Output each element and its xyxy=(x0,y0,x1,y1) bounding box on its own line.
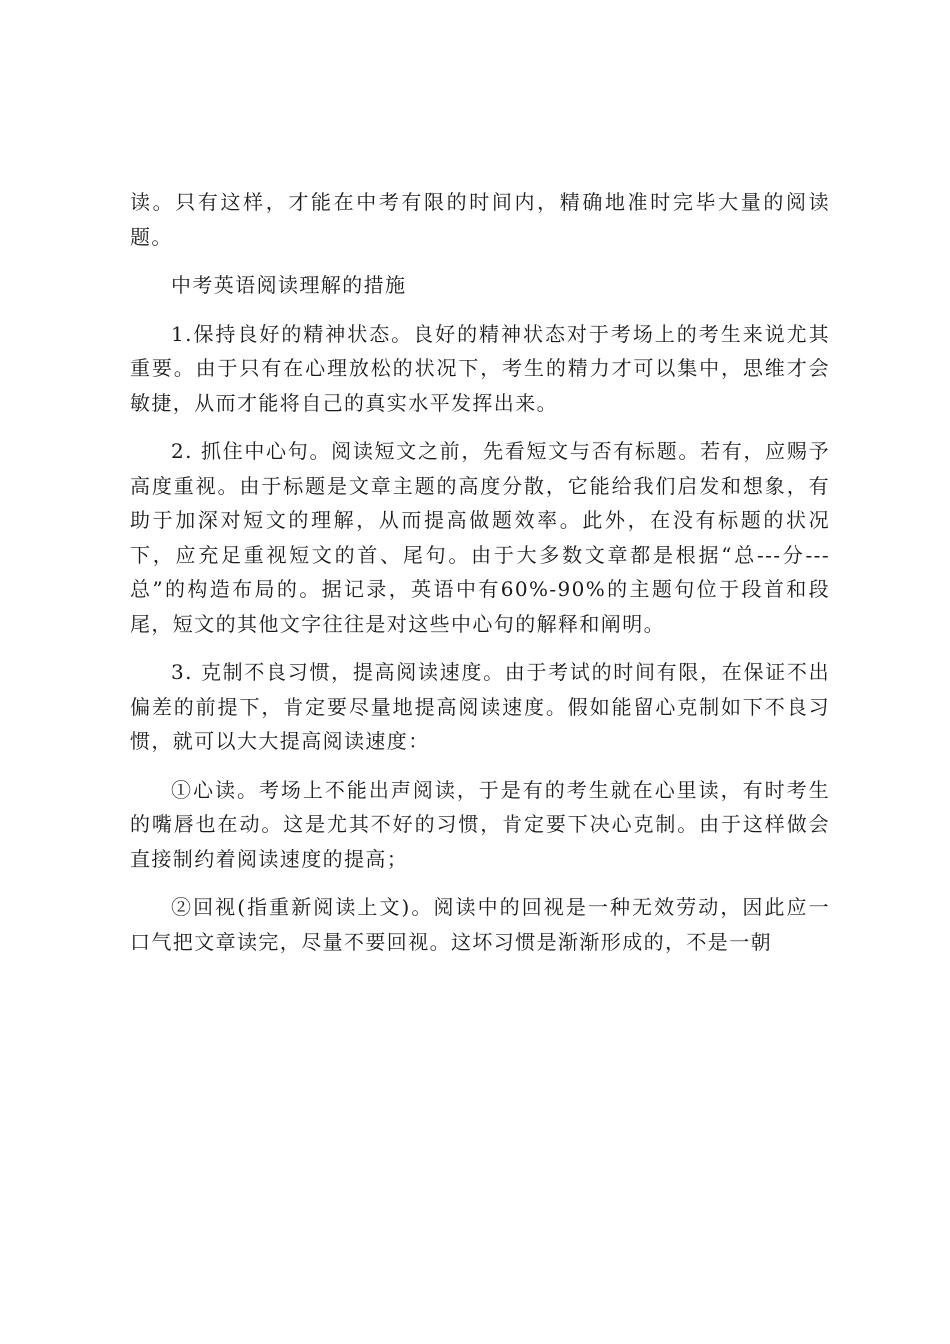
paragraph-3-item-2: ②回视(指重新阅读上文)。阅读中的回视是一种无效劳动，因此应一口气把文章读完，尽量不要回视。这坏习惯是渐渐形成的，不是一朝 xyxy=(130,895,830,954)
paragraph-1: 1.保持良好的精神状态。良好的精神状态对于考场上的考生来说尤其重要。由于只有在心理放松的状况下，考生的精力才可以集中，思维才会敏捷，从而才能将自己的真实水平发挥出来。 xyxy=(130,321,830,415)
paragraph-3-item-1: ①心读。考场上不能出声阅读，于是有的考生就在心里读，有时考生的嘴唇也在动。这是尤其不好的习惯，肯定要下决心克制。由于这样做会直接制约着阅读速度的提高； xyxy=(130,777,830,871)
document-body xyxy=(130,185,830,973)
paragraph-2: 2. 抓住中心句。阅读短文之前，先看短文与否有标题。若有，应赐予高度重视。由于标题是文章主题的高度分散，它能给我们启发和想象，有助于加深对短文的理解，从而提高做题效率。此外，在没有标题的状况下，应充足重视短文的首、尾句。由于大多数文章都是根据“总---分---总”的构造布局的。据记录，英语中有60%-90%的主题句位于段首和段尾，短文的其他文字往往是对这些中心句的解释和阐明。 xyxy=(130,439,830,636)
section-heading: 中考英语阅读理解的措施 xyxy=(171,273,407,297)
paragraph-3: 3. 克制不良习惯，提高阅读速度。由于考试的时间有限，在保证不出偏差的前提下，肯定要尽量地提高阅读速度。假如能留心克制如下不良习惯，就可以大大提高阅读速度： xyxy=(130,660,830,753)
paragraph-continuation: 读。只有这样，才能在中考有限的时间内，精确地准时完毕大量的阅读题。 xyxy=(130,190,830,249)
